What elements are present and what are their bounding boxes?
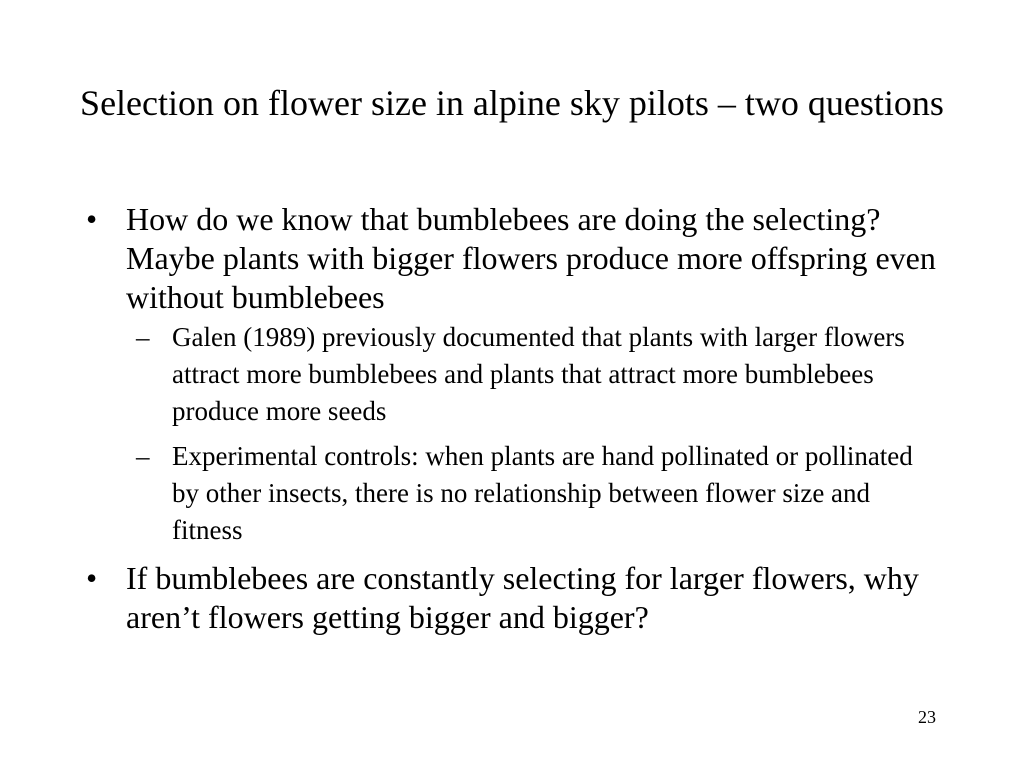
dash-marker: –	[136, 441, 150, 471]
sub-bullet-list	[126, 319, 946, 549]
dash-marker: –	[136, 322, 150, 352]
page-number: 23	[918, 707, 936, 727]
bullet-text: If bumblebees are constantly selecting for larger flowers, why aren’t flowers getting bigger and bigger?	[126, 560, 919, 635]
sub-bullet-item-2	[126, 438, 946, 549]
bullet-marker: •	[86, 560, 98, 596]
bullet-marker: •	[86, 201, 98, 237]
slide-title: Selection on flower size in alpine sky pilots – two questions	[80, 83, 944, 123]
sub-bullet-text: Galen (1989) previously documented that plants with larger flowers attract more bumblebees and plants that attract more bumblebees produce more seeds	[172, 322, 905, 426]
bullet-text: How do we know that bumblebees are doing the selecting? Maybe plants with bigger flowers produce more offspring even without bumblebees	[126, 201, 936, 315]
bullet-list	[86, 200, 946, 647]
sub-bullet-item-1	[126, 319, 946, 430]
bullet-item-1	[86, 200, 946, 549]
bullet-item-2	[86, 559, 946, 637]
sub-bullet-text: Experimental controls: when plants are hand pollinated or pollinated by other insects, there is no relationship between flower size and fitness	[172, 441, 913, 545]
